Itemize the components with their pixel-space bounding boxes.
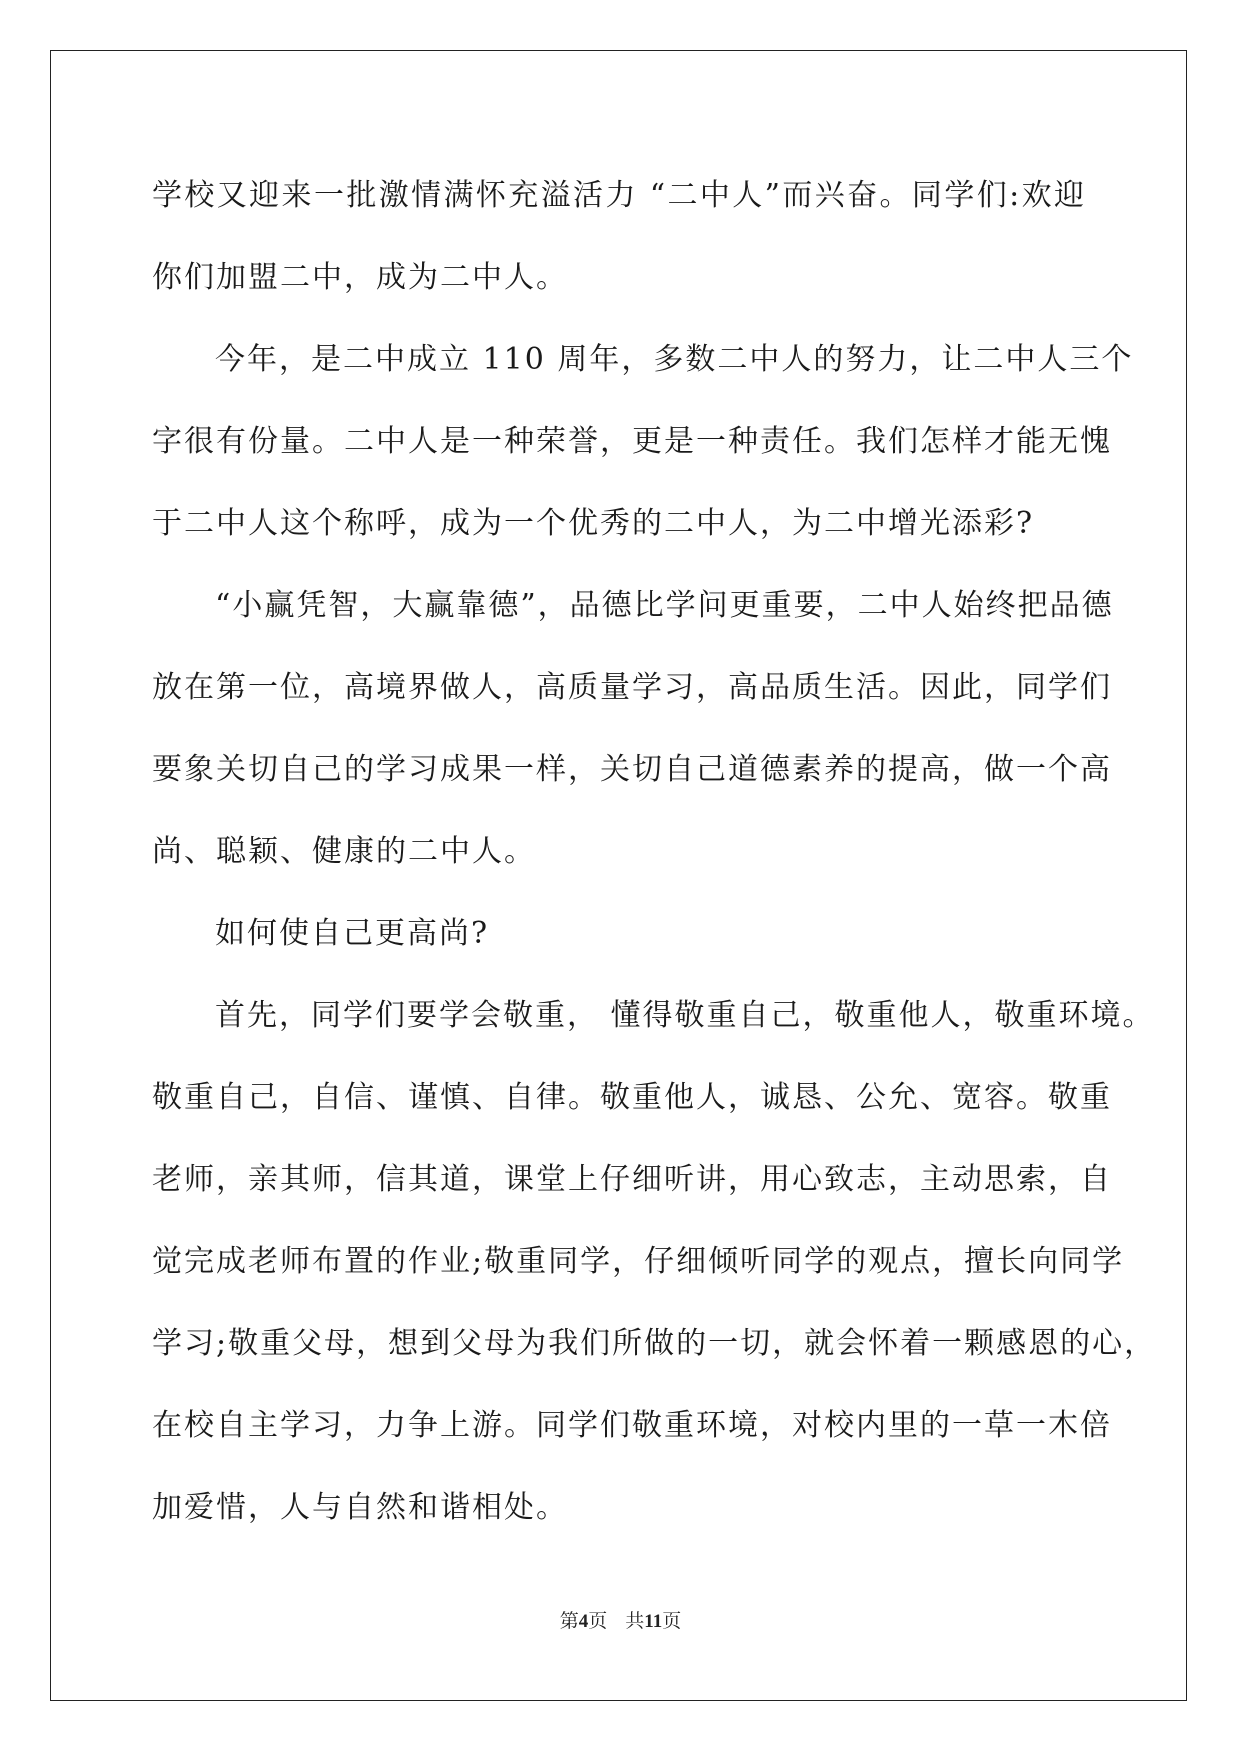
text-line: 首先，同学们要学会敬重， 懂得敬重自己，敬重他人，敬重环境。 bbox=[215, 998, 1155, 1033]
text-line: 觉完成老师布置的作业;敬重同学，仔细倾听同学的观点，擅长向同学 bbox=[152, 1244, 1125, 1279]
text-line: 你们加盟二中，成为二中人。 bbox=[152, 260, 568, 295]
page-prefix: 第 bbox=[559, 1611, 579, 1632]
text-line: 学习;敬重父母，想到父母为我们所做的一切，就会怀着一颗感恩的心， bbox=[152, 1326, 1157, 1361]
text-line: 加爱惜，人与自然和谐相处。 bbox=[152, 1490, 568, 1525]
text-line: “小赢凭智，大赢靠德”，品德比学问更重要，二中人始终把品德 bbox=[215, 588, 1114, 623]
text-line: 老师，亲其师，信其道，课堂上仔细听讲，用心致志，主动思索，自 bbox=[152, 1162, 1112, 1197]
total-suffix: 页 bbox=[662, 1611, 682, 1632]
page-footer bbox=[0, 1609, 1241, 1635]
text-line: 今年，是二中成立 110 周年，多数二中人的努力，让二中人三个 bbox=[215, 342, 1134, 377]
text-line: 学校又迎来一批激情满怀充溢活力 “二中人”而兴奋。同学们:欢迎 bbox=[152, 178, 1086, 213]
page-suffix: 页 bbox=[588, 1611, 608, 1632]
text-line: 于二中人这个称呼，成为一个优秀的二中人，为二中增光添彩? bbox=[152, 506, 1035, 541]
text-line: 在校自主学习，力争上游。同学们敬重环境，对校内里的一草一木倍 bbox=[152, 1408, 1112, 1443]
text-line: 如何使自己更高尚? bbox=[215, 916, 490, 951]
text-line: 敬重自己，自信、谨慎、自律。敬重他人，诚恳、公允、宽容。敬重 bbox=[152, 1080, 1112, 1115]
text-line: 尚、聪颖、健康的二中人。 bbox=[152, 834, 536, 869]
total-prefix: 共 bbox=[625, 1611, 645, 1632]
document-body bbox=[152, 155, 1157, 1549]
total-pages: 11 bbox=[644, 1611, 663, 1632]
text-line: 字很有份量。二中人是一种荣誉，更是一种责任。我们怎样才能无愧 bbox=[152, 424, 1112, 459]
page-number: 4 bbox=[578, 1611, 589, 1632]
text-line: 放在第一位，高境界做人，高质量学习，高品质生活。因此，同学们 bbox=[152, 670, 1112, 705]
text-line: 要象关切自己的学习成果一样，关切自己道德素养的提高，做一个高 bbox=[152, 752, 1112, 787]
